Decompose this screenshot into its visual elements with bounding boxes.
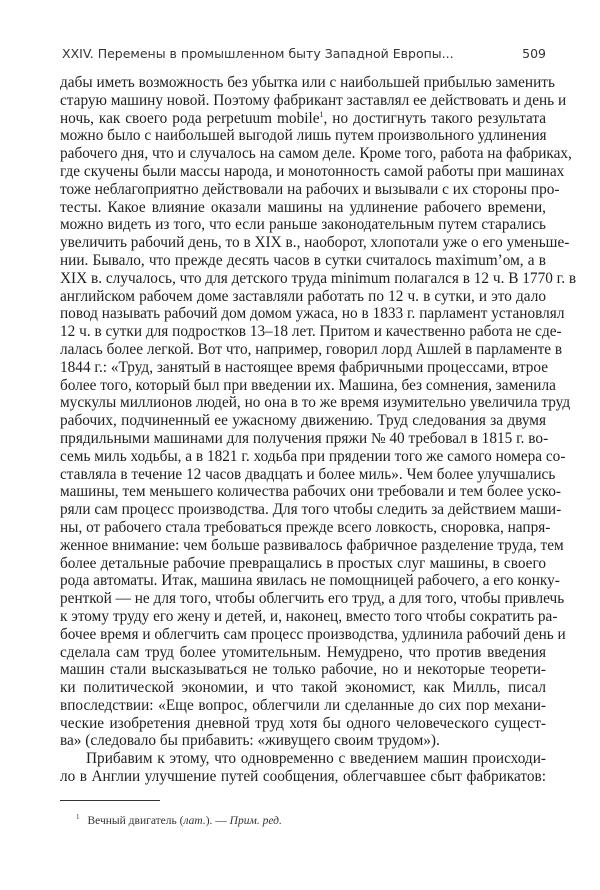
- text-line: ческие изобретения дневной труд хотя бы одного человеческого сущест-: [60, 714, 546, 732]
- text-line: можно было с наибольшей выгодой лишь путем произвольного удлинения: [60, 127, 547, 145]
- text-line: 12 ч. в сутки для подростков 13–18 лет. Притом и качественно работа не сде-: [60, 323, 562, 341]
- text-line: ставляла в течение 12 часов двадцать и более миль». Чем более улучшались: [60, 465, 556, 483]
- text-line: английском рабочем доме заставляли работать по 12 ч. в сутки, и это дало: [60, 287, 546, 305]
- text-line: можно видеть из того, что если раньше законодательным путем старались: [60, 216, 546, 234]
- running-title: XXIV. Перемены в промышленном быту Западной Европы...: [62, 46, 454, 61]
- text-line: машины, тем меньшего количества рабочих они требовали и тем более уско-: [60, 483, 561, 501]
- footnote-number: 1: [76, 813, 80, 821]
- text-line: более детальные рабочие превращались в простых слуг машины, в своего: [60, 554, 546, 572]
- text-line: ночь, как своего рода perpetuum mobile$^1$, но достигнуть такого результата: [60, 109, 546, 127]
- text-line: где скучены были массы народа, и монотонность самой работы при машинах: [60, 162, 565, 180]
- text-line: сделала сам труд более утомительным. Немудрено, что против введения: [60, 643, 546, 661]
- text-line: Прибавим к этому, что одновременно с введением машин происходи-: [86, 750, 546, 768]
- body-text: [60, 74, 577, 786]
- text-line: ренткой — не для того, чтобы облегчить его труд, а для того, чтобы привлечь: [60, 590, 565, 608]
- text-line: бочее время и облегчить сам процесс производства, удлинила рабочий день и: [60, 625, 566, 643]
- footnote: $^1$ Вечный двигатель (лат.). — Прим. ред.: [76, 813, 282, 827]
- text-line: XIX в. случалось, что для детского труда minimum полагался в 12 ч. В 1770 г. в: [60, 269, 577, 287]
- footnote-reference[interactable]: 1: [319, 109, 324, 119]
- text-line: ва» (следовало бы прибавить: «живущего своим трудом»).: [60, 732, 440, 750]
- text-line: ло в Англии улучшение путей сообщения, облегчавшее сбыт фабрикатов:: [60, 768, 546, 786]
- text-line: дабы иметь возможность без убытка или с наибольшей прибылью заменить: [60, 74, 555, 91]
- text-line: 1844 г.: «Труд, занятый в настоящее время фабричными процессами, втрое: [60, 358, 548, 376]
- text-line: ряли сам процесс производства. Для того чтобы следить за действием маши-: [60, 501, 562, 519]
- text-line: более того, который был при введении их. Машина, без сомнения, заменила: [60, 376, 556, 394]
- text-line: женное внимание: чем больше развивалось фабричное разделение труда, тем: [60, 536, 564, 554]
- text-line: рабочих, подчиненный ее ужасному движению. Труд следования за двумя: [60, 412, 546, 430]
- text-line: прядильными машинами для получения пряжи № 40 требовал в 1815 г. во-: [60, 429, 549, 447]
- text-line: семь миль ходьбы, а в 1821 г. ходьба при прядении того же самого номера со-: [60, 447, 566, 465]
- text-line: старую машину новой. Поэтому фабрикант заставлял ее действовать и день и: [60, 91, 567, 109]
- text-line: тесты. Какое влияние оказали машины на удлинение рабочего времени,: [60, 198, 546, 216]
- running-header: [62, 46, 546, 66]
- text-line: машин стали высказываться не только рабочие, но и некоторые теорети-: [60, 661, 546, 679]
- text-line: нии. Бывало, что прежде десять часов в сутки считалось maximum’ом, а в: [60, 251, 546, 269]
- text-line: рабочего дня, что и случалось на самом деле. Кроме того, работа на фабриках,: [60, 145, 572, 163]
- text-line: ны, от рабочего стала требоваться прежде всего ловкость, сноровка, напря-: [60, 518, 551, 536]
- text-line: впоследствии: «Еще вопрос, облегчили ли сделанные до сих пор механи-: [60, 696, 546, 714]
- text-line: к этому труду его жену и детей, и, наконец, вместо того чтобы сократить ра-: [60, 607, 558, 625]
- text-line: ки политической экономии, и что такой экономист, как Милль, писал: [60, 679, 546, 697]
- text-line: тоже неблагоприятно действовали на рабочих и вызывали с их стороны про-: [60, 180, 560, 198]
- text-line: мускулы миллионов людей, но она в то же время изумительно увеличила труд: [60, 394, 571, 412]
- text-line: повод называть рабочий дом домом ужаса, но в 1833 г. парламент установлял: [60, 305, 565, 323]
- text-line: лалась более легкой. Вот что, например, говорил лорд Ашлей в парламенте в: [60, 340, 563, 358]
- page-number: 509: [522, 46, 546, 61]
- footnote-divider: [60, 800, 160, 801]
- text-line: рода автоматы. Итак, машина явилась не помощницей рабочего, а его конку-: [60, 572, 560, 590]
- text-line: увеличить рабочий день, то в XIX в., наоборот, хлопотали уже о его уменьше-: [60, 234, 570, 252]
